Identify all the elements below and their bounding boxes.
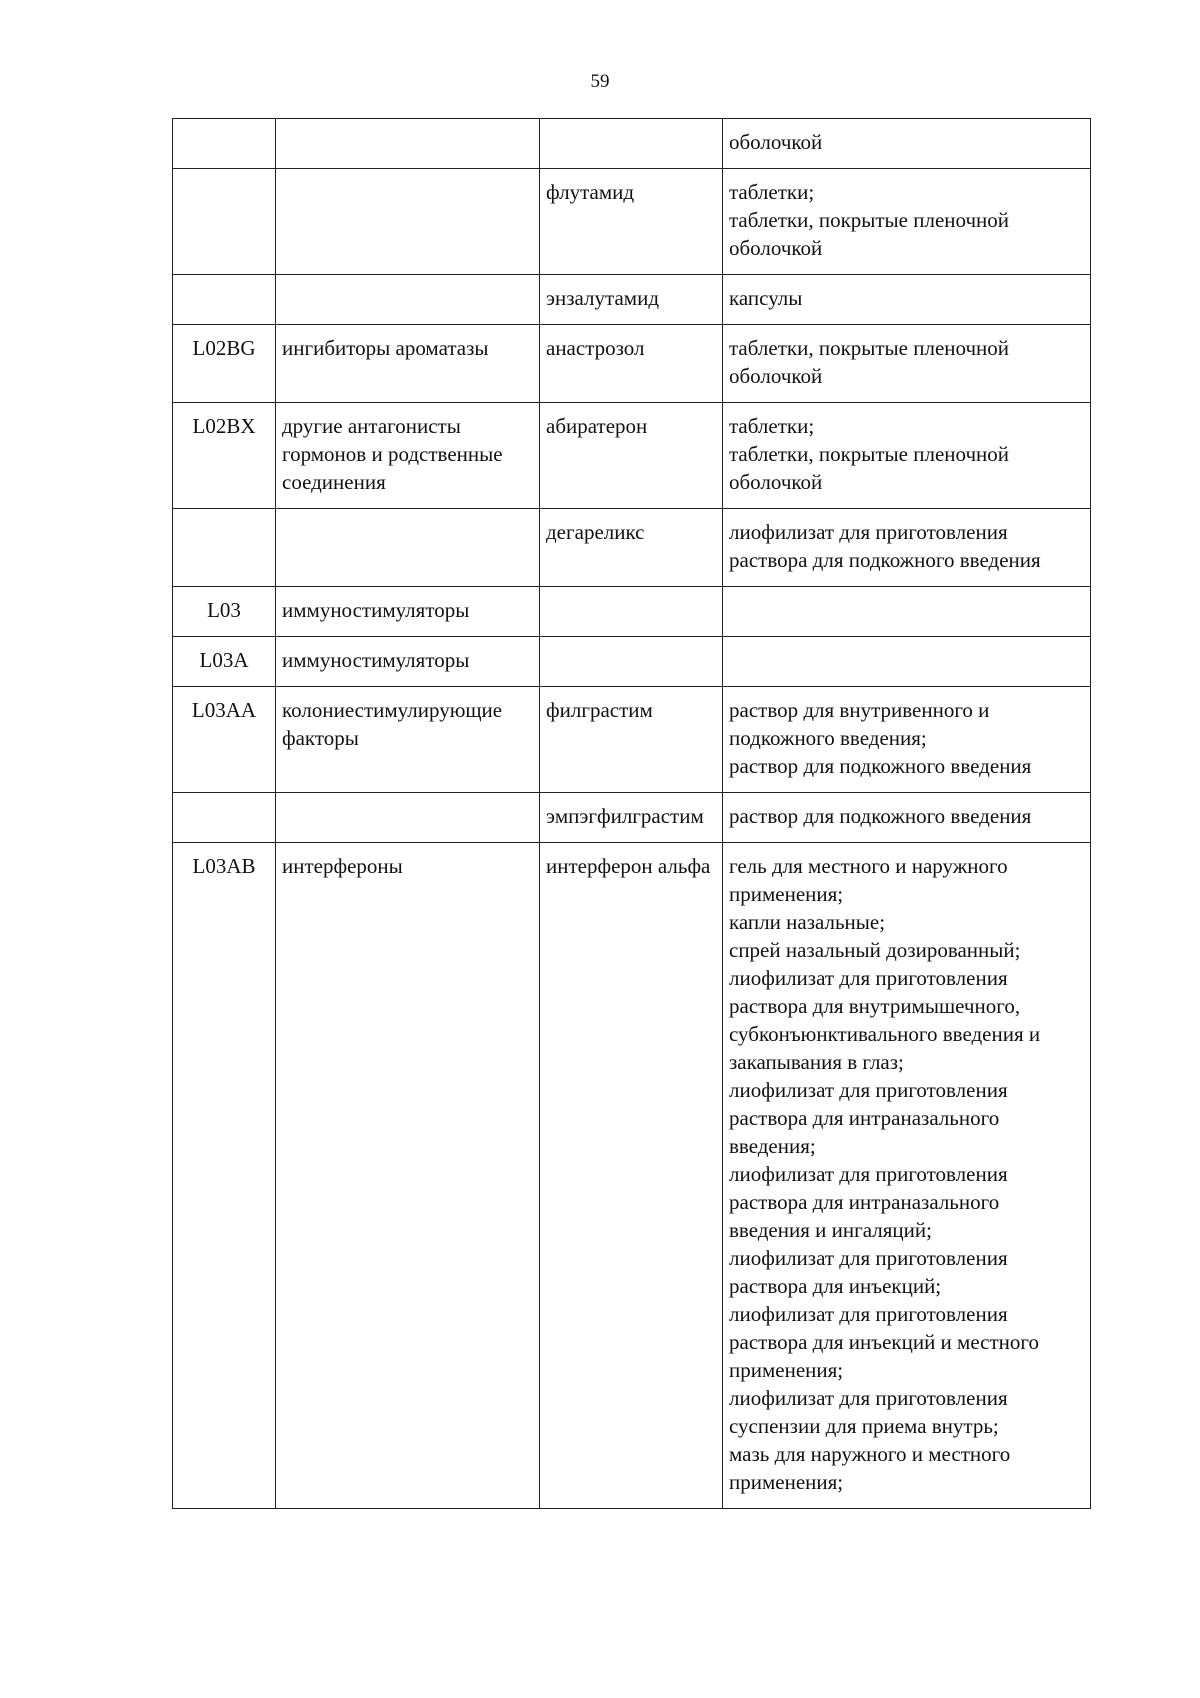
drug-name-cell bbox=[540, 637, 723, 687]
table-row bbox=[173, 687, 1091, 793]
table-row bbox=[173, 403, 1091, 509]
dosage-form-line: капсулы bbox=[729, 286, 803, 310]
atc-code-cell bbox=[173, 119, 276, 169]
dosage-form-line: лиофилизат для приготовления раствора для внутримышечного, субконъюнктивального введения и закапывания в глаз; bbox=[729, 966, 1041, 1074]
dosage-forms-cell bbox=[723, 793, 1091, 843]
dosage-form-line: лиофилизат для приготовления раствора для интраназального введения; bbox=[729, 1078, 1008, 1158]
dosage-form-line: спрей назальный дозированный; bbox=[729, 938, 1021, 962]
drug-name-cell: дегареликс bbox=[540, 509, 723, 587]
group-name-cell bbox=[276, 275, 540, 325]
drug-table bbox=[172, 118, 1091, 1509]
table-row bbox=[173, 509, 1091, 587]
group-name-cell: иммуностимуляторы bbox=[276, 587, 540, 637]
dosage-forms-cell bbox=[723, 687, 1091, 793]
table-row bbox=[173, 325, 1091, 403]
group-name-cell: иммуностимуляторы bbox=[276, 637, 540, 687]
group-name-cell bbox=[276, 169, 540, 275]
atc-code-cell: L03 bbox=[173, 587, 276, 637]
drug-name-cell: флутамид bbox=[540, 169, 723, 275]
atc-code-cell: L02BG bbox=[173, 325, 276, 403]
dosage-form-line: мазь для наружного и местного применения; bbox=[729, 1442, 1011, 1494]
drug-name-cell bbox=[540, 587, 723, 637]
atc-code-cell: L03AA bbox=[173, 687, 276, 793]
atc-code-cell: L03AB bbox=[173, 843, 276, 1509]
atc-code-cell: L03A bbox=[173, 637, 276, 687]
dosage-form-line: капли назальные; bbox=[729, 910, 886, 934]
group-name-cell: другие антагонисты гормонов и родственные соединения bbox=[276, 403, 540, 509]
dosage-forms-cell bbox=[723, 843, 1091, 1509]
dosage-form-line: лиофилизат для приготовления суспензии для приема внутрь; bbox=[729, 1386, 1008, 1438]
table-row bbox=[173, 119, 1091, 169]
table-row bbox=[173, 637, 1091, 687]
group-name-cell bbox=[276, 793, 540, 843]
table-body bbox=[173, 119, 1091, 1509]
drug-name-cell bbox=[540, 119, 723, 169]
page-number: 59 bbox=[590, 71, 610, 92]
drug-name-cell: филграстим bbox=[540, 687, 723, 793]
atc-code-cell bbox=[173, 169, 276, 275]
table-row bbox=[173, 587, 1091, 637]
dosage-forms-cell bbox=[723, 325, 1091, 403]
dosage-forms-cell bbox=[723, 275, 1091, 325]
group-name-cell bbox=[276, 509, 540, 587]
group-name-cell: колониестимулирующие факторы bbox=[276, 687, 540, 793]
drug-name-cell: анастрозол bbox=[540, 325, 723, 403]
drug-name-cell: интерферон альфа bbox=[540, 843, 723, 1509]
dosage-forms-cell bbox=[723, 403, 1091, 509]
dosage-form-line: таблетки, покрытые пленочной оболочкой bbox=[729, 336, 1010, 388]
dosage-form-line: таблетки; bbox=[729, 414, 815, 438]
atc-code-cell bbox=[173, 275, 276, 325]
dosage-form-line: лиофилизат для приготовления раствора для инъекций; bbox=[729, 1246, 1008, 1298]
table-row bbox=[173, 275, 1091, 325]
table-row bbox=[173, 169, 1091, 275]
dosage-form-line: раствор для подкожного введения bbox=[729, 754, 1032, 778]
group-name-cell: ингибиторы ароматазы bbox=[276, 325, 540, 403]
dosage-forms-cell bbox=[723, 509, 1091, 587]
drug-name-cell: энзалутамид bbox=[540, 275, 723, 325]
atc-code-cell bbox=[173, 509, 276, 587]
dosage-form-line: таблетки, покрытые пленочной оболочкой bbox=[729, 208, 1010, 260]
dosage-form-line: таблетки, покрытые пленочной оболочкой bbox=[729, 442, 1010, 494]
dosage-forms-cell bbox=[723, 637, 1091, 687]
dosage-form-line: таблетки; bbox=[729, 180, 815, 204]
dosage-form-line: раствор для подкожного введения bbox=[729, 804, 1032, 828]
dosage-forms-cell bbox=[723, 587, 1091, 637]
dosage-form-line: оболочкой bbox=[729, 130, 823, 154]
dosage-form-line: гель для местного и наружного применения; bbox=[729, 854, 1008, 906]
drug-name-cell: абиратерон bbox=[540, 403, 723, 509]
dosage-forms-cell bbox=[723, 119, 1091, 169]
dosage-form-line: лиофилизат для приготовления раствора для инъекций и местного применения; bbox=[729, 1302, 1040, 1382]
table-row bbox=[173, 793, 1091, 843]
atc-code-cell bbox=[173, 793, 276, 843]
atc-code-cell: L02BX bbox=[173, 403, 276, 509]
dosage-form-line: лиофилизат для приготовления раствора для подкожного введения bbox=[729, 520, 1041, 572]
group-name-cell bbox=[276, 119, 540, 169]
dosage-form-line: раствор для внутривенного и подкожного введения; bbox=[729, 698, 990, 750]
dosage-forms-cell bbox=[723, 169, 1091, 275]
dosage-form-line: лиофилизат для приготовления раствора для интраназального введения и ингаляций; bbox=[729, 1162, 1008, 1242]
drug-name-cell: эмпэгфилграстим bbox=[540, 793, 723, 843]
table-row bbox=[173, 843, 1091, 1509]
group-name-cell: интерфероны bbox=[276, 843, 540, 1509]
